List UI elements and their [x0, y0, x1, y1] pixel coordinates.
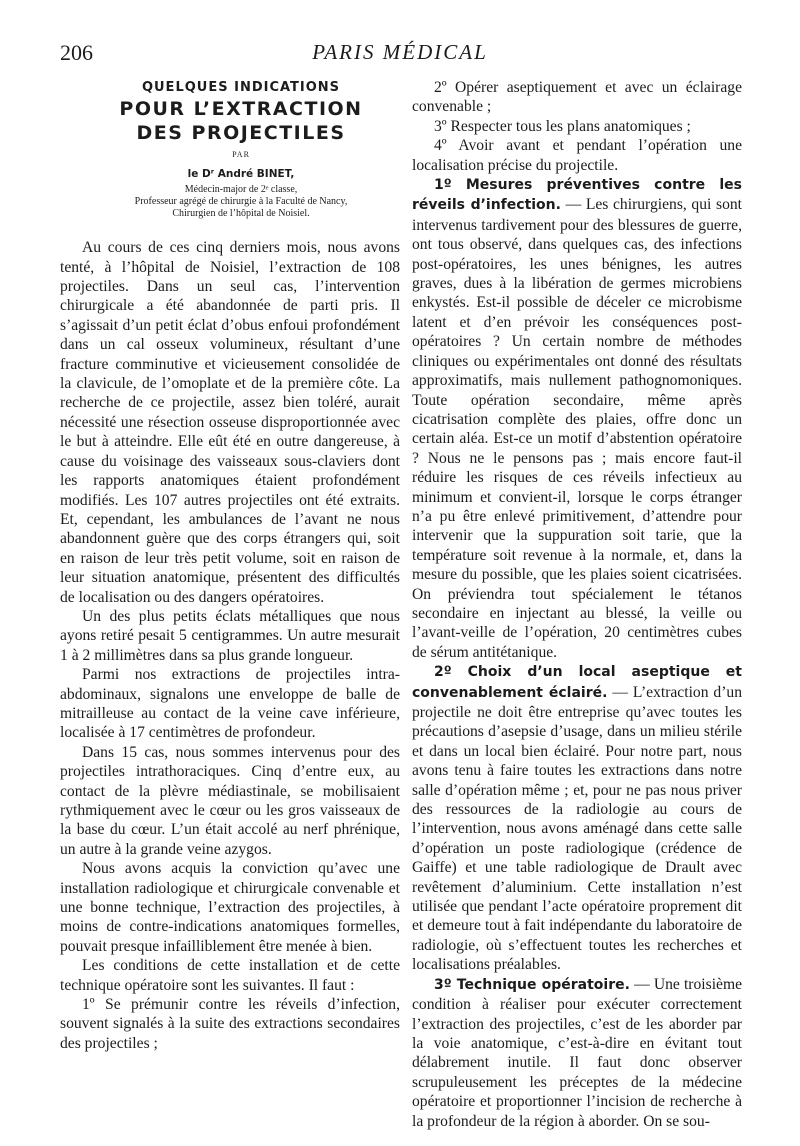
journal-title: PARIS MÉDICAL — [312, 40, 488, 64]
paragraph: Les conditions de cette installation et de cette technique opératoire sont les suivantes. Il faut : — [60, 957, 400, 994]
author-affiliation-3: Chirurgien de l’hôpital de Noisiel. — [172, 208, 310, 220]
section-infection — [412, 175, 742, 662]
paragraph: 2º Opérer aseptiquement et avec un éclairage convenable ; — [412, 79, 742, 116]
paragraph: Dans 15 cas, nous sommes intervenus pour des projectiles intrathoraciques. Cinq d’entre eux, au contact de la plèvre médiastinale, se mobilisaient rythmiquement avec le cœur ou les gros vaisseaux de la base du cœur. L’un était accolé au nerf phrénique, un autre à la grande veine azygos. — [60, 743, 400, 858]
paragraph: Au cours de ces cinq derniers mois, nous avons tenté, à l’hôpital de Noisiel, l’extraction de 108 projectiles. Dans un seul cas, l’intervention chirurgicale a été abandonnée de parti pris. Il s’agissait d’un petit éclat d’obus enfoui profondément dans un cal osseux volumineux, résultant d’une fracture comminutive et vicieusement consolidée de la clavicule, de l’omoplate et de la première côte. La recherche de ce projectile, assez bien toléré, aurait nécessité une résection osseuse disproportionnée avec le but à atteindre. Elle eût été en outre dangereuse, à cause du voisinage des vaisseaux sous-claviers dont les rapports anatomiques étaient profondément modifiés. Les 107 autres projectiles ont été extraits. Et, cependant, les ambulances de l’avant ne nous abandonnent guère que des corps étrangers qui, soit en raison de leur très petit volume, soit en raison de leur situation anatomique, présentent des difficultés de localisation ou des dangers opératoires. — [60, 239, 400, 606]
section-local — [412, 662, 742, 975]
section-heading: 2º Choix d’un local aseptique et convenablement éclairé. — [412, 664, 742, 701]
page-number: 206 — [60, 40, 93, 65]
section-technique — [412, 975, 742, 1131]
section-heading: 1º Mesures préventives contre les réveils d’infection. — [412, 177, 742, 214]
author-affiliation-1: Médecin-major de 2ᵉ classe, — [184, 184, 298, 196]
article-title-block — [60, 78, 400, 220]
title-line-1: POUR L’EXTRACTION — [119, 98, 363, 121]
paragraph: Parmi nos extractions de projectiles intra-abdominaux, signalons une enveloppe de balle de mitrailleuse au contact de la veine cave inférieure, localisée à 17 centimètres de profondeur. — [60, 666, 400, 742]
byline-par: PAR — [232, 150, 250, 160]
paragraph: 3º Respecter tous les plans anatomiques ; — [434, 117, 691, 135]
paragraph: 1º Se prémunir contre les réveils d’infection, souvent signalés à la suite des extractions secondaires des projectiles ; — [60, 996, 400, 1052]
paragraph: Un des plus petits éclats métalliques que nous ayons retiré pesait 5 centigrammes. Un autre mesurait 1 à 2 millimètres dans sa plus grande longueur. — [60, 607, 400, 664]
right-column — [412, 78, 742, 1131]
section-heading: 3º Technique opératoire. — [434, 976, 630, 993]
paragraph: Nous avons acquis la conviction qu’avec une installation radiologique et chirurgicale convenable et une bonne technique, l’extraction des projectiles, à moins de contre-indications anatomiques formelles, pouvait presque infailliblement être menée à bien. — [60, 860, 400, 955]
title-line-2: DES PROJECTILES — [136, 122, 346, 145]
page-header — [60, 40, 740, 70]
section-body: — Les chirurgiens, qui sont intervenus tardivement pour des blessures de guerre, ont tous observé, dans quelques cas, des infections post-opératoires, les unes bénignes, les autres graves, dues à la libération de germes microbiens enkystés. Est-il possible de déceler ce microbisme latent et d’en prévoir les conséquences post-opératoires ? Un certain nombre de méthodes cliniques ou expérimentales ont donné des résultats approximatifs, mais nullement pathognomoniques. Toute opération secondaire, même après cicatrisation complète des plaies, offre donc un certain aléa. Est-ce un motif d’abstention opératoire ? Nous ne le pensons pas ; mais encore faut-il réduire les risques de ces réveils infectieux au minimum et convient-il, lorsque le corps étranger n’a pu être enlevé primitivement, d’attendre pour intervenir que la suppuration soit tarie, que la température soit revenue à la normale, et, dans la mesure du possible, que les plaies soient cicatrisées. On préviendra tout spécialement le tétanos secondaire en injectant au blessé, la veille ou l’avant-veille de l’opération, 20 centimètres cubes de sérum antitétanique. — [412, 196, 742, 661]
section-body: — L’extraction d’un projectile ne doit être entreprise qu’avec toutes les précautions d’asepsie d’usage, dans un milieu stérile et dans un local bien éclairé. Pour notre part, nous avons tenu à faire toutes les extractions dans notre salle d’opération même ; et, pour ne pas nous priver des ressources de la radiologie au cours de l’intervention, nous avons aménagé dans cette salle d’opération un poste radiologique (crédence de Gaiffe) et une table radiologique de Drault avec revêtement d’aluminium. Cette installation n’est utilisée que pendant l’acte opératoire proprement dit et demeure tout à fait indépendante du laboratoire de radiologie, où s’effectuent toutes les recherches et localisations préalables. — [412, 683, 742, 974]
paragraph: 4º Avoir avant et pendant l’opération une localisation précise du projectile. — [412, 137, 742, 174]
author-affiliation-2: Professeur agrégé de chirurgie à la Faculté de Nancy, — [134, 196, 348, 208]
title-kicker: QUELQUES INDICATIONS — [141, 80, 341, 95]
left-column — [60, 78, 400, 1053]
author-name: le Dʳ André BINET, — [187, 167, 295, 180]
section-body: — Une troisième condition à réaliser pour exécuter correctement l’extraction des projectiles, c’est de les aborder par la voie anatomique, c’est-à-dire en évitant tout délabrement inutile. Il faut donc observer scrupuleusement les préceptes de la médecine opératoire et proportionner l’incision de recherche à la profondeur de la région à aborder. On se sou- — [412, 975, 742, 1130]
